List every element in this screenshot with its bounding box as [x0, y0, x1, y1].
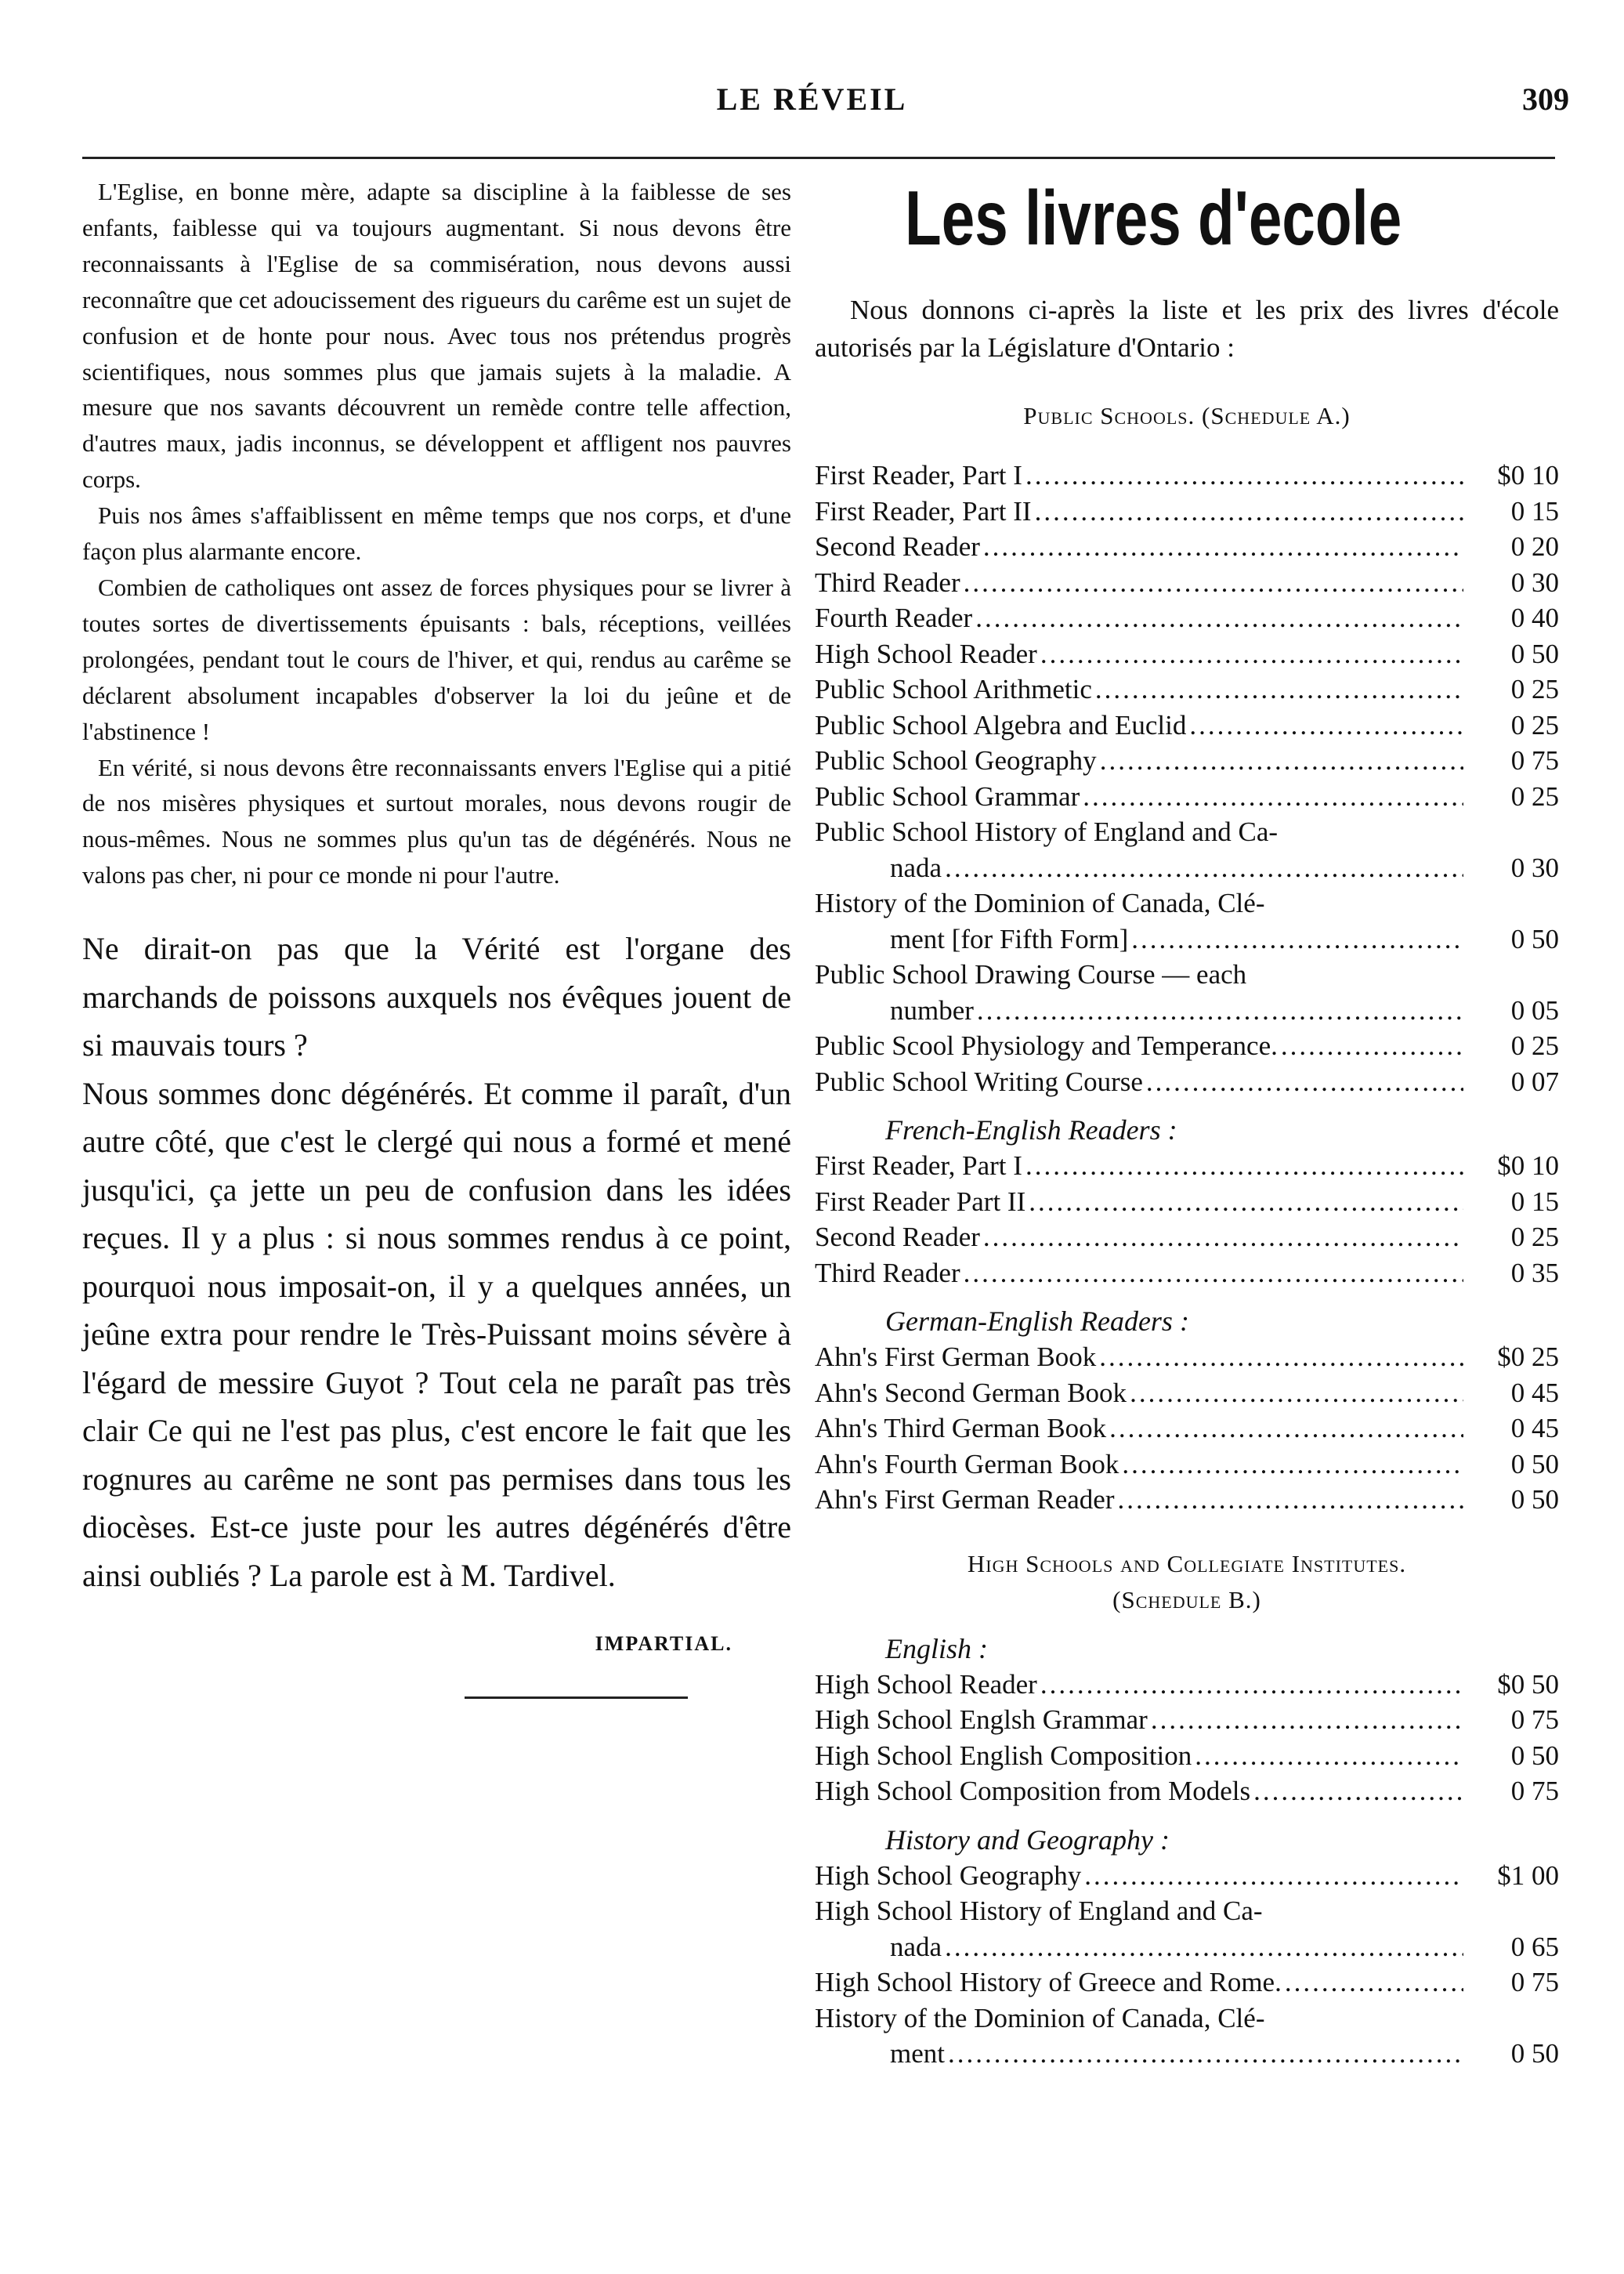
- book-title: Fourth Reader: [815, 603, 973, 633]
- book-row: [815, 672, 1559, 708]
- book-row: [815, 2036, 1559, 2072]
- french-readers-heading: French-English Readers :: [885, 1114, 1177, 1146]
- dot-leader: [1195, 1738, 1463, 1774]
- book-price: 0 50: [1510, 1448, 1559, 1479]
- book-title: First Reader, Part I: [815, 460, 1022, 491]
- left-column: [82, 174, 791, 1699]
- german-readers-heading: German-English Readers :: [885, 1305, 1189, 1337]
- book-price: 0 35: [1510, 1257, 1559, 1288]
- dot-leader: [964, 565, 1463, 601]
- header-rule: [82, 157, 1555, 159]
- dot-leader: [945, 1929, 1463, 1965]
- book-title-continuation: nada: [890, 852, 942, 883]
- book-price: 0 15: [1510, 1186, 1559, 1217]
- dot-leader: [948, 2036, 1463, 2072]
- dot-leader: [983, 529, 1463, 565]
- book-title: Ahn's First German Book: [815, 1342, 1097, 1372]
- book-title: History of the Dominion of Canada, Clé-: [815, 2002, 1265, 2033]
- book-row: [815, 1702, 1559, 1738]
- book-title: High School History of Greece and Rome.: [815, 1967, 1282, 1997]
- paragraph: Puis nos âmes s'affaiblissent en même temps que nos corps, et d'une façon plus alarmante encore.: [82, 502, 791, 566]
- dot-leader: [964, 1255, 1463, 1291]
- book-title: First Reader, Part II: [815, 495, 1032, 527]
- book-price: 0 25: [1510, 709, 1559, 740]
- book-row: [815, 1255, 1559, 1291]
- right-column: [815, 174, 1559, 2072]
- dot-leader: [1025, 458, 1463, 494]
- dot-leader: [1040, 1667, 1463, 1703]
- book-title: Public School Drawing Course — each: [815, 959, 1247, 990]
- dot-leader: [945, 850, 1463, 886]
- english-list: [815, 1667, 1559, 1809]
- book-price: 0 25: [1510, 1030, 1559, 1061]
- book-title: Third Reader: [815, 1257, 960, 1288]
- dot-leader: [1040, 636, 1463, 672]
- dot-leader: [977, 993, 1463, 1029]
- dot-leader: [1095, 672, 1463, 708]
- book-title: Public Scool Physiology and Temperance.: [815, 1030, 1278, 1061]
- book-price: 0 40: [1510, 603, 1559, 633]
- article-title: Les livres d'ecole: [905, 175, 1402, 261]
- dot-leader: [1189, 708, 1463, 744]
- book-title: Ahn's Second German Book: [815, 1377, 1127, 1408]
- book-price: 0 50: [1510, 1484, 1559, 1515]
- book-price: 0 50: [1510, 2038, 1559, 2069]
- book-row: [815, 1148, 1559, 1184]
- book-row: [815, 1773, 1559, 1809]
- schedule-b-subheading: (Schedule B.): [1112, 1585, 1261, 1613]
- book-price: 0 07: [1510, 1066, 1559, 1097]
- book-price: 0 50: [1510, 1740, 1559, 1771]
- book-row: [815, 1184, 1559, 1220]
- book-row: [815, 922, 1559, 958]
- book-title: High School Reader: [815, 1668, 1037, 1700]
- end-rule: [465, 1696, 688, 1699]
- book-title: Public School Algebra and Euclid: [815, 709, 1187, 740]
- english-heading: English :: [885, 1632, 988, 1664]
- book-price: $0 25: [1497, 1342, 1559, 1372]
- book-row: [815, 779, 1559, 815]
- book-row: [815, 529, 1559, 565]
- book-row: [815, 708, 1559, 744]
- book-title-continuation: nada: [890, 1931, 942, 1962]
- book-row: [815, 494, 1559, 530]
- history-geography-heading: History and Geography :: [885, 1823, 1170, 1856]
- dot-leader: [1099, 1339, 1463, 1375]
- book-price: 0 75: [1510, 1967, 1559, 1997]
- book-title: Public School Writing Course: [815, 1066, 1143, 1097]
- book-price: 0 25: [1510, 674, 1559, 704]
- book-price: 0 45: [1510, 1413, 1559, 1443]
- signature: IMPARTIAL.: [595, 1632, 732, 1656]
- german-readers-list: [815, 1339, 1559, 1518]
- dot-leader: [983, 1219, 1463, 1255]
- dot-leader: [1035, 494, 1463, 530]
- dot-leader: [1083, 779, 1463, 815]
- book-row: [815, 1667, 1559, 1703]
- history-geography-list: [815, 1858, 1559, 2072]
- book-row: [815, 1482, 1559, 1518]
- schedule-b-heading: High Schools and Collegiate Institutes.: [967, 1549, 1407, 1577]
- book-title: Public School Arithmetic: [815, 674, 1092, 704]
- book-title: Public School Grammar: [815, 780, 1080, 812]
- book-row: [815, 1028, 1559, 1064]
- book-title: Third Reader: [815, 567, 960, 598]
- book-title: High School Composition from Models: [815, 1776, 1251, 1806]
- book-price: 0 45: [1510, 1377, 1559, 1408]
- book-title: History of the Dominion of Canada, Clé-: [815, 888, 1265, 918]
- dot-leader: [1084, 1858, 1463, 1894]
- book-row: [815, 1410, 1559, 1447]
- running-head: [0, 81, 1624, 128]
- public-schools-list: [815, 458, 1559, 1099]
- dot-leader: [1122, 1447, 1463, 1483]
- book-price: 0 25: [1510, 780, 1559, 812]
- comment-paragraph: Nous sommes donc dégénérés. Et comme il paraît, d'un autre côté, que c'est le clergé qui nous a formé et mené jusqu'ici, ça jette un peu de confusion dans les idées reçues. Il y a plus : si nous sommes rendus à ce point, pourquoi nous imposait-on, il y a quelques années, un jeûne extra pour rendre le Très-Puissant moins sévère à l'égard de messire Guyot ? Tout cela ne paraît pas très clair Ce qui ne l'est pas plus, c'est encore le fait que les rognures au carême ne sont pas permises dans tous les diocèses. Est-ce juste pour les autres dégénérés d'être ainsi oubliés ? La parole est à M. Tardivel.: [82, 1075, 791, 1593]
- book-row: [815, 600, 1559, 636]
- book-row: [815, 850, 1559, 886]
- book-title: Ahn's Third German Book: [815, 1413, 1107, 1443]
- book-price: 0 75: [1510, 1776, 1559, 1806]
- book-title: Ahn's Fourth German Book: [815, 1448, 1119, 1479]
- book-title: High School Reader: [815, 638, 1037, 669]
- dot-leader: [1025, 1148, 1463, 1184]
- book-title: Second Reader: [815, 1222, 980, 1252]
- running-title: LE RÉVEIL: [716, 81, 908, 117]
- dot-leader: [1100, 743, 1463, 779]
- book-title-continuation: ment [for Fifth Form]: [890, 923, 1129, 954]
- book-price: $0 10: [1497, 460, 1559, 491]
- french-readers-list: [815, 1148, 1559, 1291]
- book-row: [815, 1447, 1559, 1483]
- book-title: High School English Composition: [815, 1740, 1192, 1771]
- dot-leader: [1117, 1482, 1463, 1518]
- dot-leader: [1253, 1773, 1463, 1809]
- book-row: [815, 636, 1559, 672]
- book-title: High School Englsh Grammar: [815, 1704, 1148, 1735]
- book-row: [815, 1929, 1559, 1965]
- book-price: 0 50: [1510, 923, 1559, 954]
- book-price: 0 25: [1510, 1222, 1559, 1252]
- schedule-a-heading: Public Schools. (Schedule A.): [1023, 402, 1351, 429]
- book-row: [815, 1964, 1559, 2001]
- book-title-continuation: ment: [890, 2038, 945, 2069]
- book-title: Second Reader: [815, 531, 980, 562]
- book-price: 0 20: [1510, 531, 1559, 562]
- book-title: High School Geography: [815, 1859, 1082, 1891]
- book-row: [815, 1375, 1559, 1411]
- book-row: [815, 565, 1559, 601]
- book-title: First Reader, Part I: [815, 1150, 1022, 1181]
- paragraph: En vérité, si nous devons être reconnaissants envers l'Eglise qui a pitié de nos misères physiques et surtout morales, nous devons rougir de nous-mêmes. Nous ne sommes plus qu'un tas de dégénérés. Nous ne valons pas cher, ni pour ce monde ni pour l'autre.: [82, 753, 791, 889]
- dot-leader: [1281, 1028, 1463, 1064]
- book-price: 0 75: [1510, 1704, 1559, 1735]
- book-price: 0 15: [1510, 495, 1559, 527]
- book-price: 0 30: [1510, 567, 1559, 598]
- dot-leader: [1029, 1184, 1463, 1220]
- book-title: High School History of England and Ca-: [815, 1896, 1263, 1926]
- book-price: 0 65: [1510, 1931, 1559, 1962]
- book-title: First Reader Part II: [815, 1186, 1026, 1217]
- book-row: [815, 1064, 1559, 1100]
- book-row: [815, 1858, 1559, 1894]
- dot-leader: [1130, 1375, 1463, 1411]
- book-row: [815, 458, 1559, 494]
- dot-leader: [1151, 1702, 1463, 1738]
- book-title: Public School History of England and Ca-: [815, 817, 1279, 847]
- book-row: [815, 993, 1559, 1029]
- page-number: 309: [1522, 81, 1569, 117]
- book-price: 0 75: [1510, 745, 1559, 776]
- book-row: [815, 1339, 1559, 1375]
- book-price: 0 50: [1510, 638, 1559, 669]
- book-price: $1 00: [1497, 1859, 1559, 1891]
- dot-leader: [1109, 1410, 1463, 1447]
- paragraph: Combien de catholiques ont assez de forces physiques pour se livrer à toutes sortes de divertissements épuisants : bals, réceptions, veillées prolongées, pendant tout le cours de l'hiver, et qui, rendus au carême se déclarent absolument incapables d'observer la loi du jeûne et de l'abstinence !: [82, 573, 791, 745]
- book-price: $0 10: [1497, 1150, 1559, 1181]
- paragraph: L'Eglise, en bonne mère, adapte sa discipline à la faiblesse de ses enfants, faiblesse qui va toujours augmentant. Si nous devons être reconnaissants à l'Eglise de sa commisération, nous devons aussi reconnaître que cet adoucissement des rigueurs du carême est un sujet de confusion et de honte pour nous. Avec tous nos prétendus progrès scientifiques, nous sommes plus que jamais sujets à la maladie. A mesure que nos savants découvrent un remède contre telle affection, d'autres maux, jadis inconnus, se développent et affligent nos pauvres corps.: [82, 178, 791, 494]
- book-row: [815, 1219, 1559, 1255]
- comment-paragraph: Ne dirait-on pas que la Vérité est l'organe des marchands de poissons auxquels nos évêques jouent de si mauvais tours ?: [82, 931, 791, 1063]
- intro-paragraph: Nous donnons ci-après la liste et les prix des livres d'école autorisés par la Législature d'Ontario :: [815, 295, 1559, 363]
- book-title: Ahn's First German Reader: [815, 1484, 1115, 1515]
- dot-leader: [1285, 1964, 1463, 2001]
- book-title: Public School Geography: [815, 745, 1097, 776]
- dot-leader: [1146, 1064, 1463, 1100]
- book-title-continuation: number: [890, 994, 974, 1026]
- book-row: [815, 743, 1559, 779]
- book-price: 0 30: [1510, 852, 1559, 883]
- book-row: [815, 1738, 1559, 1774]
- book-price: 0 05: [1510, 994, 1559, 1026]
- dot-leader: [975, 600, 1463, 636]
- book-price: $0 50: [1497, 1668, 1559, 1700]
- dot-leader: [1131, 922, 1463, 958]
